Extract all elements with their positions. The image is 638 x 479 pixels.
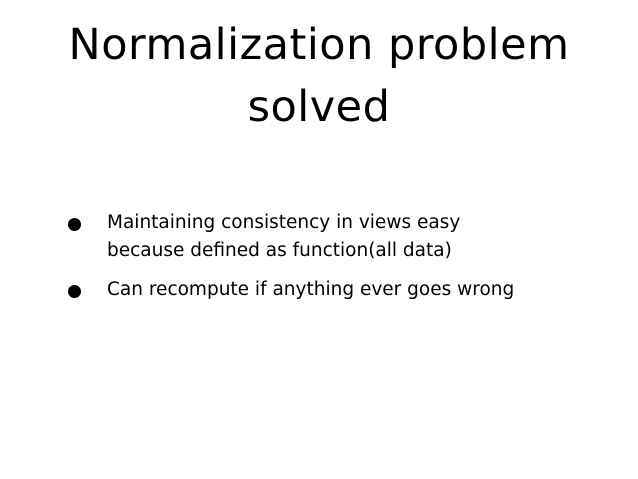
bullet-text: Maintaining consistency in views easy because defined as function(all data) (107, 212, 461, 261)
bullet-text: Can recompute if anything ever goes wrong (107, 279, 515, 300)
bullet-list (68, 209, 538, 315)
bullet-icon (68, 285, 81, 298)
slide-title: Normalization problem solved (68, 20, 570, 132)
bullet-item (68, 209, 538, 265)
bullet-item (68, 276, 538, 304)
bullet-icon (68, 218, 81, 231)
